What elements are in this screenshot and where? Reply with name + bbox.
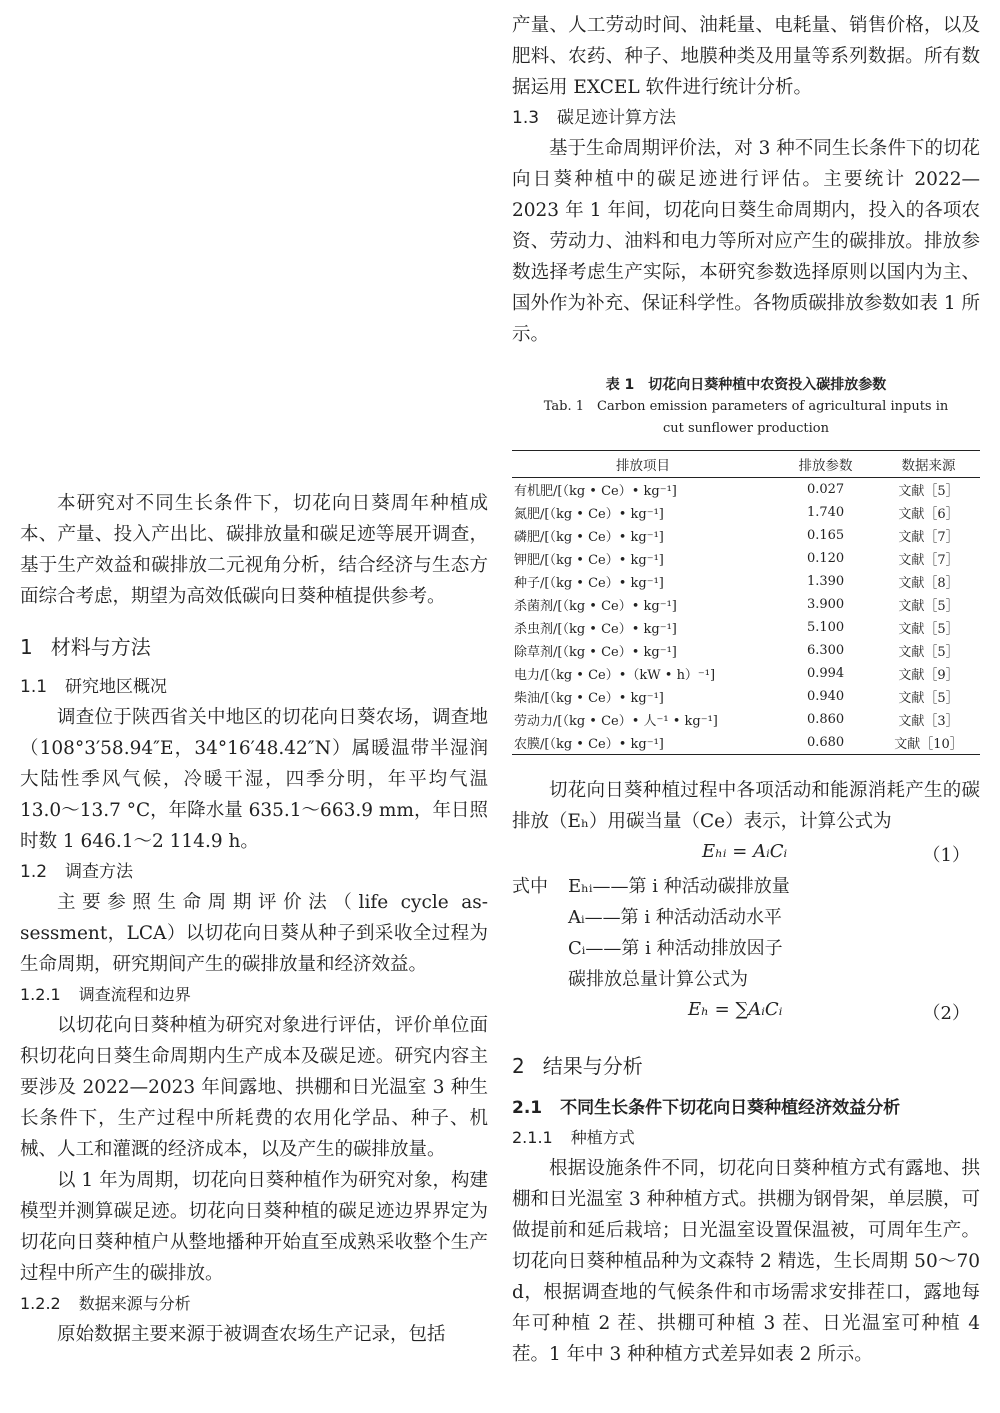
section-1-2-2-heading bbox=[20, 1289, 488, 1319]
data-source: 文献［5］ bbox=[898, 599, 959, 614]
table-1-caption-en: Tab. 1 Carbon emission parameters of agricultural inputs in cut sunflower production bbox=[543, 399, 949, 436]
emission-item: 氮肥/[（kg • Ce）• kg⁻¹] bbox=[514, 507, 664, 522]
table-row bbox=[512, 478, 980, 502]
data-source: 文献［10］ bbox=[877, 731, 980, 755]
emission-param: 1.390 bbox=[806, 574, 845, 589]
section-1-3-paragraph: 基于生命周期评价法，对 3 种不同生长条件下的切花向日葵种植中的碳足迹进行评估。主要统计 2022—2023 年 1 年间，切花向日葵生命周期内，投入的各项农资、劳动力、油料和电力等所对应产生的碳排放。排放参数选择考虑生产实际，本研究参数选择原则以国内为主、国外作为补充、保证科学性。各物质碳排放参数如表 1 所示。 bbox=[512, 138, 980, 345]
emission-item: 柴油/[（kg • Ce）• kg⁻¹] bbox=[514, 691, 664, 706]
formula-2 bbox=[512, 995, 980, 1035]
table-header-item: 排放项目 bbox=[512, 451, 774, 478]
section-title: 结果与分析 bbox=[542, 1054, 643, 1078]
table-row bbox=[512, 501, 980, 524]
table-row bbox=[512, 524, 980, 547]
table-row bbox=[512, 616, 980, 639]
section-number: 1.2.1 bbox=[20, 985, 61, 1004]
emission-param: 5.100 bbox=[806, 620, 845, 635]
emission-param: 0.940 bbox=[806, 689, 845, 704]
formula-intro-paragraph: 切花向日葵种植过程中各项活动和能源消耗产生的碳排放（Eₕ）用碳当量（Ce）表示，计算公式为 bbox=[512, 780, 980, 832]
section-2-heading bbox=[512, 1051, 980, 1081]
section-number: 1 bbox=[20, 635, 33, 659]
section-number: 1.2 bbox=[20, 862, 48, 882]
section-title: 数据来源与分析 bbox=[78, 1294, 191, 1313]
section-2-1-heading bbox=[512, 1093, 980, 1123]
section-number: 1.3 bbox=[512, 108, 540, 128]
emission-param: 1.740 bbox=[806, 505, 845, 520]
where-label: 式中 bbox=[512, 876, 548, 897]
formula-2-expression: Eₕ = ∑AᵢCᵢ bbox=[688, 999, 783, 1020]
definition-c: Cᵢ——第 i 种活动排放因子 bbox=[568, 938, 783, 959]
data-source: 文献［7］ bbox=[898, 553, 959, 568]
section-1-heading bbox=[20, 632, 488, 662]
data-source: 文献［5］ bbox=[898, 622, 959, 637]
table-row bbox=[512, 547, 980, 570]
section-title: 碳足迹计算方法 bbox=[557, 108, 677, 128]
total-formula-intro: 碳排放总量计算公式为 bbox=[568, 969, 748, 990]
formula-1-expression: Eₕᵢ = AᵢCᵢ bbox=[702, 841, 788, 862]
data-source: 文献［9］ bbox=[898, 668, 959, 683]
section-2-1-1-heading bbox=[512, 1123, 980, 1153]
section-2-1-1-paragraph: 根据设施条件不同，切花向日葵种植方式有露地、拱棚和日光温室 3 种种植方式。拱棚为钢骨架，单层膜，可做提前和延后栽培；日光温室设置保温被，可周年生产。切花向日葵种植品种为文森特 2 精选，生长周期 50～70 d，根据调查地的气候条件和市场需求安排茬口，露地每年可种植 2 茬、拱棚可种植 3 茬、日光温室可种植 4 茬。1 年中 3 种种植方式差异如表 2 所示。 bbox=[512, 1158, 980, 1365]
section-number: 2.1 bbox=[512, 1098, 543, 1118]
section-1-2-1-heading bbox=[20, 980, 488, 1010]
emission-item: 种子/[（kg • Ce）• kg⁻¹] bbox=[514, 576, 664, 591]
formula-2-number: （2） bbox=[922, 1003, 970, 1024]
table-row bbox=[512, 708, 980, 731]
emission-item: 钾肥/[（kg • Ce）• kg⁻¹] bbox=[514, 553, 664, 568]
emission-param: 0.680 bbox=[774, 731, 877, 755]
formula-1-number: （1） bbox=[922, 845, 970, 866]
formula-definitions bbox=[512, 871, 980, 995]
data-source: 文献［6］ bbox=[898, 507, 959, 522]
data-source: 文献［8］ bbox=[898, 576, 959, 591]
section-title: 调查方法 bbox=[65, 862, 134, 882]
section-1-2-1-paragraph-1: 以切花向日葵种植为研究对象进行评估，评价单位面积切花向日葵生命周期内生产成本及碳足迹。研究内容主要涉及 2022—2023 年间露地、拱棚和日光温室 3 种生长条件下，生产过程中所耗费的农用化学品、种子、机械、人工和灌溉的经济成本，以及产生的碳排放量。 bbox=[20, 1015, 488, 1160]
table-header-param: 排放参数 bbox=[774, 451, 877, 478]
table-1-caption-cn: 表 1 切花向日葵种植中农资投入碳排放参数 bbox=[605, 377, 887, 393]
section-number: 1.2.2 bbox=[20, 1294, 61, 1313]
continued-paragraph: 产量、人工劳动时间、油耗量、电耗量、销售价格，以及肥料、农药、种子、地膜种类及用量等系列数据。所有数据运用 EXCEL 软件进行统计分析。 bbox=[512, 15, 980, 98]
data-source: 文献［5］ bbox=[898, 645, 959, 660]
emission-item: 杀菌剂/[（kg • Ce）• kg⁻¹] bbox=[514, 599, 677, 614]
emission-item: 除草剂/[（kg • Ce）• kg⁻¹] bbox=[514, 645, 677, 660]
emission-param: 3.900 bbox=[806, 597, 845, 612]
emission-param: 0.165 bbox=[806, 528, 845, 543]
section-title: 种植方式 bbox=[570, 1128, 635, 1147]
table-row bbox=[512, 685, 980, 708]
intro-paragraph: 本研究对不同生长条件下，切花向日葵周年种植成本、产量、投入产出比、碳排放量和碳足迹等展开调查，基于生产效益和碳排放二元视角分析，结合经济与生态方面综合考虑，期望为高效低碳向日葵种植提供参考。 bbox=[20, 493, 488, 607]
emission-item: 劳动力/[（kg • Ce）• 人⁻¹ • kg⁻¹] bbox=[514, 714, 718, 729]
section-number: 2 bbox=[512, 1054, 525, 1078]
section-title: 研究地区概况 bbox=[65, 677, 168, 697]
section-title: 材料与方法 bbox=[50, 635, 151, 659]
section-1-2-heading bbox=[20, 857, 488, 887]
table-row bbox=[512, 570, 980, 593]
table-row bbox=[512, 731, 980, 755]
emission-param: 6.300 bbox=[806, 643, 845, 658]
data-source: 文献［7］ bbox=[898, 530, 959, 545]
section-1-1-paragraph: 调查位于陕西省关中地区的切花向日葵农场，调查地（108°3′58.94″E，34°16′48.42″N）属暖温带半湿润大陆性季风气候，冷暖干湿，四季分明，年平均气温 13.0～13.7 °C，年降水量 635.1～663.9 mm，年日照时数 1 646.1～2 114.9 h。 bbox=[20, 707, 488, 852]
formula-1 bbox=[512, 837, 980, 871]
section-1-2-2-paragraph: 原始数据主要来源于被调查农场生产记录，包括 bbox=[57, 1324, 446, 1345]
section-title: 调查流程和边界 bbox=[78, 985, 191, 1004]
emission-param: 0.860 bbox=[806, 712, 845, 727]
data-source: 文献［5］ bbox=[898, 691, 959, 706]
section-number: 1.1 bbox=[20, 677, 48, 697]
section-1-1-heading bbox=[20, 672, 488, 702]
section-1-2-1-paragraph-2: 以 1 年为周期，切花向日葵种植作为研究对象，构建模型并测算碳足迹。切花向日葵种植的碳足迹边界界定为切花向日葵种植户从整地播种开始直至成熟采收整个生产过程中所产生的碳排放。 bbox=[20, 1170, 488, 1284]
emission-param: 0.994 bbox=[806, 666, 845, 681]
data-source: 文献［5］ bbox=[898, 484, 959, 499]
table-header-source: 数据来源 bbox=[877, 451, 980, 478]
section-1-3-heading bbox=[512, 103, 980, 133]
table-row bbox=[512, 639, 980, 662]
section-number: 2.1.1 bbox=[512, 1128, 553, 1147]
emission-item: 杀虫剂/[（kg • Ce）• kg⁻¹] bbox=[514, 622, 677, 637]
definition-a: Aᵢ——第 i 种活动活动水平 bbox=[568, 907, 782, 928]
emission-item: 电力/[（kg • Ce）•（kW • h）⁻¹] bbox=[514, 668, 716, 683]
section-title: 不同生长条件下切花向日葵种植经济效益分析 bbox=[560, 1098, 901, 1118]
left-column bbox=[20, 0, 488, 1350]
definition-e: Eₕᵢ——第 i 种活动碳排放量 bbox=[568, 876, 790, 897]
section-1-2-paragraph: 主要参照生命周期评价法（life cycle as-sessment，LCA）以切花向日葵从种子到采收全过程为生命周期，研究期间产生的碳排放量和经济效益。 bbox=[20, 892, 488, 975]
emission-item: 有机肥/[（kg • Ce）• kg⁻¹] bbox=[514, 484, 677, 499]
table-row bbox=[512, 593, 980, 616]
right-column bbox=[512, 0, 980, 1370]
emission-param: 0.120 bbox=[806, 551, 845, 566]
emission-item: 农膜/[（kg • Ce）• kg⁻¹] bbox=[512, 731, 774, 755]
table-header-row bbox=[512, 451, 980, 478]
table-row bbox=[512, 662, 980, 685]
data-source: 文献［3］ bbox=[898, 714, 959, 729]
emission-item: 磷肥/[（kg • Ce）• kg⁻¹] bbox=[514, 530, 664, 545]
table-1 bbox=[512, 450, 980, 755]
emission-param: 0.027 bbox=[806, 482, 845, 497]
